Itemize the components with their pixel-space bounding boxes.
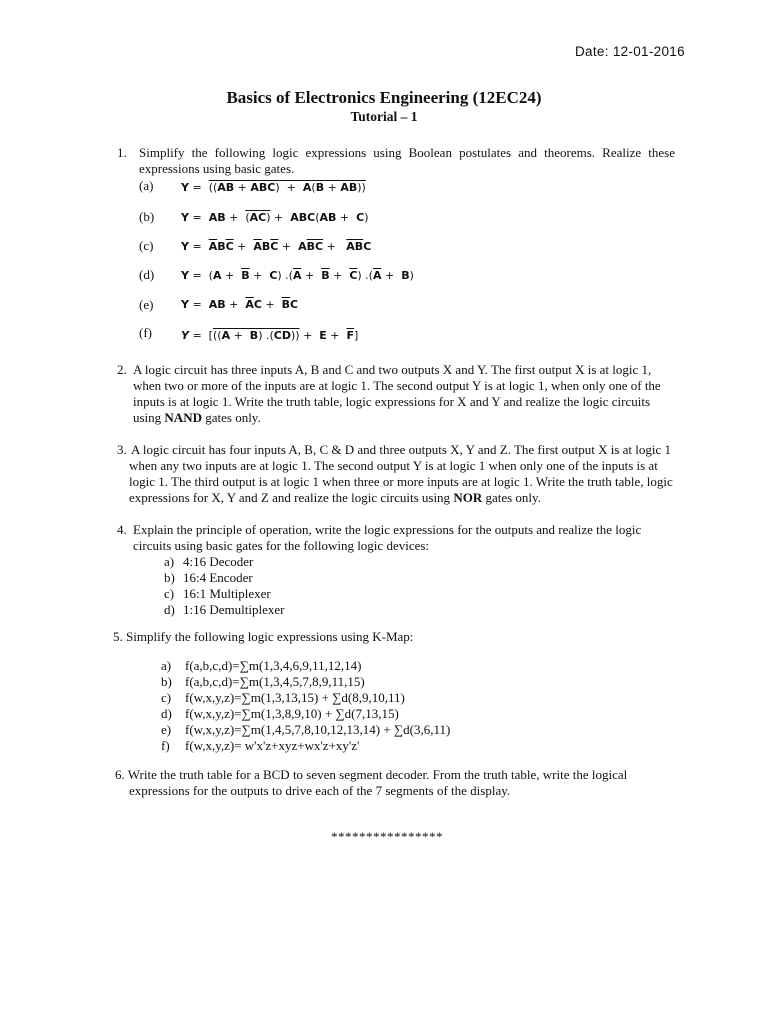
q2-number: 2. (117, 362, 127, 377)
q5-item-label: e) (161, 722, 172, 737)
q4-number: 4. (117, 522, 127, 537)
q5-item-text: f(w,x,y,z)=∑m(1,3,13,15) + ∑d(8,9,10,11) (185, 690, 405, 705)
q5-item-text: f(w,x,y,z)=∑m(1,3,8,9,10) + ∑d(7,13,15) (185, 706, 399, 721)
q4-item-text: 1:16 Demultiplexer (183, 602, 285, 617)
q5-heading: 5. Simplify the following logic expressions using K-Map: (113, 629, 414, 644)
q5-item-text: f(w,x,y,z)= w'x'z+xyz+wx'z+xy'z' (185, 738, 360, 753)
q1d-expression: $Y = (A + \overline{B} + C)$ $.(\overline{A} + \overline{B} + \overline{C}) .(\overline{A} + B)$ (181, 269, 414, 282)
q1-item-label: (f) (139, 325, 152, 340)
q3-number: 3. (117, 442, 127, 457)
q3-text: expressions for X, Y and Z and realize the logic circuits using (129, 490, 454, 505)
q3-text: gates only. (482, 490, 541, 505)
q4-item-text: 16:1 Multiplexer (183, 586, 271, 601)
q1-item-label: (e) (139, 297, 154, 312)
page-subtitle: Tutorial – 1 (350, 109, 418, 124)
q1f-expression: Y = [((A + B) $.(CD)) + E + \overline{F}$] (181, 329, 359, 342)
q5-item-text: f(a,b,c,d)=∑m(1,3,4,6,9,11,12,14) (185, 658, 362, 673)
q2-text-line: inputs is at logic 1. Write the truth table, logic expressions for X and Y and realize the logic circuits (133, 394, 651, 409)
q2-text-line: A logic circuit has three inputs A, B and C and two outputs X and Y. The first output X is at logic 1, (133, 362, 652, 377)
q4-item-label: b) (164, 570, 175, 585)
page-title: Basics of Electronics Engineering (12EC24) (226, 88, 542, 107)
q3-gate-type: NOR (453, 490, 483, 505)
q1a-expression: Y = ((AB + ABC) + A(B + AB)) (181, 181, 366, 194)
q1c-expression: $Y = \overline{A}B\overline{C} + \overline{A}B\overline{C} + A\overline{B}\overline{C} + \overline{A}\overline{B}C$ (181, 240, 372, 253)
q4-item-label: a) (164, 554, 175, 569)
q1-text-line2: expressions using basic gates. (139, 161, 295, 176)
q2-text: using (133, 410, 165, 425)
q4-item-label: d) (164, 602, 175, 617)
q5-item-label: f) (161, 738, 170, 753)
q1-item-label: (c) (139, 238, 154, 253)
q6-text-line: expressions for the outputs to drive each of the 7 segments of the display. (129, 783, 511, 798)
q1-item-label: (a) (139, 178, 154, 193)
q5-item-label: d) (161, 706, 172, 721)
q2-text-line: when two or more of the inputs are at logic 1. The second output Y is at logic 1, when only one of the (133, 378, 661, 393)
q1-text-line1: Simplify the following logic expressions using Boolean postulates and theorems. Realize these (139, 145, 675, 160)
q3-text-line: when any two inputs are at logic 1. The second output Y is at logic 1 when only one of the inputs is at (129, 458, 658, 473)
q5-item-label: b) (161, 674, 172, 689)
q4-text-line: circuits using basic gates for the following logic devices: (133, 538, 430, 553)
q6-text-line: 6. Write the truth table for a BCD to seven segment decoder. From the truth table, write the logical (115, 767, 628, 782)
q4-text-line: Explain the principle of operation, write the logic expressions for the outputs and realize the logic (133, 522, 642, 537)
q1-number: 1. (117, 145, 127, 160)
q4-item-label: c) (164, 586, 175, 601)
q5-item-text: f(w,x,y,z)=∑m(1,4,5,7,8,10,12,13,14) + ∑d(3,6,11) (185, 722, 451, 737)
q1e-expression: Y = AB + $\overline{A}C + \overline{B}C$ (181, 298, 299, 311)
q2-gate-type: NAND (164, 410, 202, 425)
q4-item-text: 4:16 Decoder (183, 554, 254, 569)
date: Date: 12-01-2016 (575, 44, 685, 59)
q1-item-label: (b) (139, 209, 155, 224)
q3-text-line: logic 1. The third output is at logic 1 when three or more inputs are at logic 1. Write the truth table, logic (129, 474, 673, 489)
q5-item-label: c) (161, 690, 172, 705)
q1b-expression: Y = AB + (AC) + ABC(AB + C) (181, 211, 369, 224)
q5-item-text: f(a,b,c,d)=∑m(1,3,4,5,7,8,9,11,15) (185, 674, 365, 689)
q5-item-label: a) (161, 658, 172, 673)
q1-item-label: (d) (139, 267, 155, 282)
q3-text-last-line (129, 490, 541, 506)
q2-text-last-line (133, 410, 261, 426)
q3-text-line: A logic circuit has four inputs A, B, C & D and three outputs X, Y and Z. The first output X is at logic 1 (131, 442, 672, 457)
q2-text: gates only. (201, 410, 261, 425)
q4-item-text: 16:4 Encoder (183, 570, 253, 585)
end-separator: **************** (331, 829, 443, 844)
